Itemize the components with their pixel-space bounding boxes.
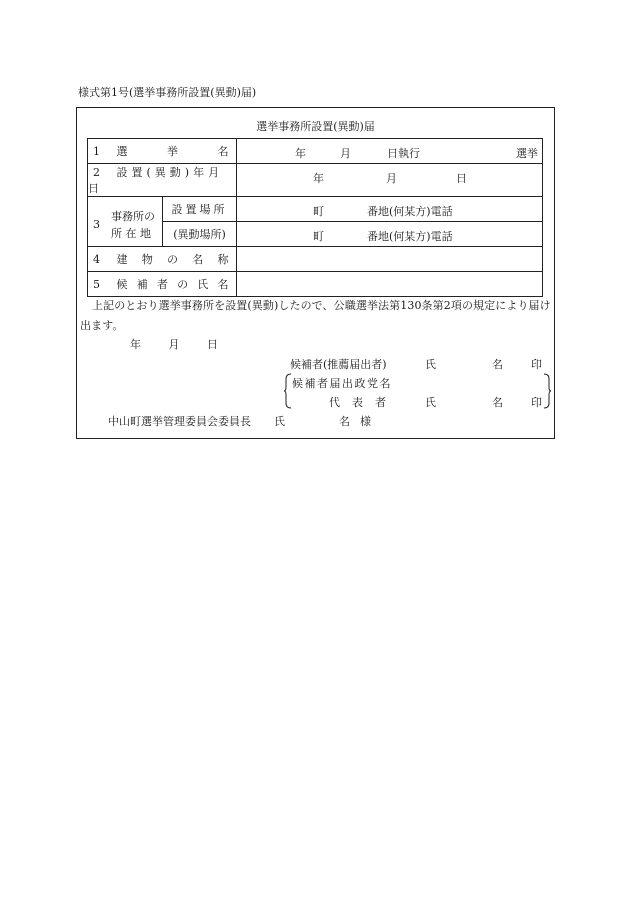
form-number-title: 様式第1号(選挙事務所設置(異動)届) <box>78 86 257 99</box>
moved-place-label: (異動場所) <box>173 228 226 241</box>
moved-place-field[interactable]: 町 番地(何某方)電話 <box>237 222 543 247</box>
party-name-label: 候補者届出政党名 <box>292 377 392 390</box>
row-office-location-1 <box>88 197 543 222</box>
candidate-name-label: 候 補 者 の 氏 名 <box>116 278 229 291</box>
setup-place-field[interactable]: 町 番地(何某方)電話 <box>237 197 543 222</box>
notification-form: 選挙事務所設置(異動)届 1 選 挙 名 年 月 日執行 選挙 2 設置(異動)年月日 年 月 日 3 事務所の 所 在 地 設置場所 町 番地(何某方)電話 (異動場所) 町 番地(何某方)電話 4 建 物 の 名 称 5 候 補 者 の 氏 名 上記のとおり選挙事務所を設置(異動)したので、公職選挙法第130条第2項の規定により届け出ます。 年 月 日 候補者(推薦届出者) 氏 名 印 候補者届出政党名 代表者 氏 名 印 中山町選挙管理委員会委員長 氏 名 様 <box>76 107 555 439</box>
office-location-label: 3 事務所の 所 在 地 <box>88 197 163 247</box>
building-name-field[interactable] <box>237 247 543 272</box>
document-title: 選挙事務所設置(異動)届 <box>256 120 375 133</box>
right-brace-icon <box>543 373 551 409</box>
submission-date[interactable]: 年 月 日 <box>130 338 218 351</box>
form-table <box>87 138 543 297</box>
row-number: 1 <box>93 145 100 158</box>
election-name-label: 選 挙 名 <box>116 145 229 158</box>
addressee-org: 中山町選挙管理委員会委員長 <box>108 415 251 428</box>
seal-mark: 印 <box>531 396 542 409</box>
row-building-name: 4 建 物 の 名 称 <box>88 247 543 272</box>
left-brace-icon <box>284 373 292 409</box>
building-name-label: 建 物 の 名 称 <box>116 253 229 266</box>
setup-place-label: 設置場所 <box>171 203 228 216</box>
row-election-name <box>88 139 543 164</box>
declaration-text: 上記のとおり選挙事務所を設置(異動)したので、公職選挙法第130条第2項の規定により届け出ます。 <box>80 299 551 332</box>
row-setup-date: 2 設置(異動)年月日 年 月 日 <box>88 164 543 197</box>
row-candidate-name: 5 候 補 者 の 氏 名 <box>88 272 543 297</box>
setup-date-field[interactable]: 年 月 日 <box>237 164 543 197</box>
candidate-name-field[interactable] <box>237 272 543 297</box>
setup-date-label: 設置(異動)年月日 <box>88 166 224 195</box>
election-date-field[interactable]: 年 月 日執行 選挙 <box>237 139 543 164</box>
seal-mark: 印 <box>531 358 542 371</box>
